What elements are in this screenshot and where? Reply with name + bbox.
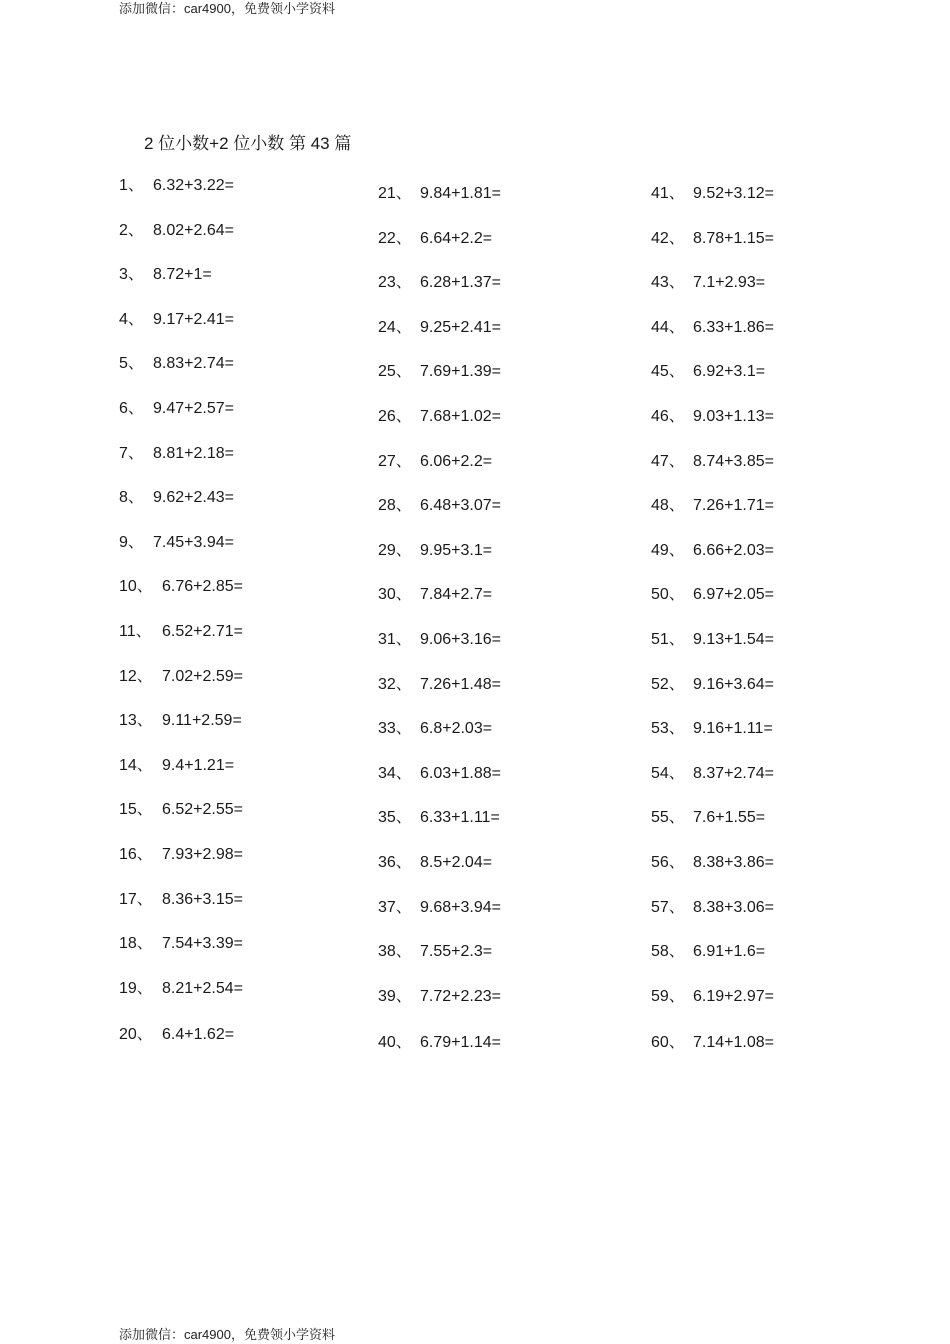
problem-item <box>378 318 501 338</box>
problem-separator: 、 <box>668 676 685 693</box>
problem-expression: 8.72+1= <box>153 266 212 283</box>
problem-expression: 7.6+1.55= <box>693 809 766 826</box>
problem-number: 56 <box>651 854 669 871</box>
problem-item <box>119 800 243 820</box>
problem-number: 8 <box>119 489 128 506</box>
problem-number: 3 <box>119 266 128 283</box>
problem-separator: 、 <box>668 854 685 871</box>
problem-separator: 、 <box>668 230 685 247</box>
problem-number: 16 <box>119 846 137 863</box>
problem-number: 37 <box>378 899 396 916</box>
problem-expression: 6.33+1.11= <box>420 809 500 826</box>
problem-separator: 、 <box>127 445 144 462</box>
problem-number: 59 <box>651 988 669 1005</box>
problem-number: 36 <box>378 854 396 871</box>
problem-expression: 7.68+1.02= <box>420 408 501 425</box>
problem-item <box>119 488 234 508</box>
problem-item <box>378 675 501 695</box>
problem-number: 41 <box>651 185 669 202</box>
problem-number: 15 <box>119 801 137 818</box>
problem-item <box>119 756 235 776</box>
problem-item <box>651 273 766 293</box>
problem-expression: 8.38+3.06= <box>693 899 774 916</box>
problem-separator: 、 <box>127 177 144 194</box>
problem-separator: 、 <box>395 542 412 559</box>
problem-separator: 、 <box>668 497 685 514</box>
problem-item <box>651 318 774 338</box>
problem-expression: 6.66+2.03= <box>693 542 774 559</box>
problem-expression: 7.14+1.08= <box>693 1034 774 1051</box>
problem-item <box>651 764 774 784</box>
problem-separator: 、 <box>668 988 685 1005</box>
problem-expression: 8.38+3.86= <box>693 854 774 871</box>
problem-item <box>651 184 774 204</box>
problem-number: 50 <box>651 586 669 603</box>
problem-expression: 8.37+2.74= <box>693 765 774 782</box>
problem-separator: 、 <box>395 497 412 514</box>
problem-separator: 、 <box>395 319 412 336</box>
problem-expression: 9.47+2.57= <box>153 400 234 417</box>
problem-separator: 、 <box>668 631 685 648</box>
problem-expression: 9.03+1.13= <box>693 408 774 425</box>
problem-item <box>119 845 243 865</box>
problem-expression: 9.84+1.81= <box>420 185 501 202</box>
problem-expression: 8.74+3.85= <box>693 453 774 470</box>
problem-item <box>119 533 234 553</box>
problem-item <box>378 719 493 739</box>
problem-number: 2 <box>119 222 128 239</box>
watermark-header: 添加微信：car4900，免费领小学资料 <box>119 1 335 16</box>
problem-expression: 6.8+2.03= <box>420 720 493 737</box>
problem-separator: 、 <box>136 801 153 818</box>
problem-item <box>378 407 501 427</box>
problem-separator: 、 <box>127 266 144 283</box>
problem-expression: 9.68+3.94= <box>420 899 501 916</box>
problem-separator: 、 <box>136 757 153 774</box>
problem-expression: 6.33+1.86= <box>693 319 774 336</box>
problem-item <box>651 229 774 249</box>
problem-item <box>651 808 766 828</box>
problem-expression: 7.72+2.23= <box>420 988 501 1005</box>
problem-expression: 6.79+1.14= <box>420 1034 501 1051</box>
problem-expression: 9.62+2.43= <box>153 489 234 506</box>
problem-item <box>378 808 500 828</box>
problem-number: 52 <box>651 676 669 693</box>
problem-expression: 6.32+3.22= <box>153 177 234 194</box>
problem-item <box>378 585 493 605</box>
problem-item <box>651 630 774 650</box>
problem-separator: 、 <box>127 222 144 239</box>
problem-number: 39 <box>378 988 396 1005</box>
problem-separator: 、 <box>136 935 153 952</box>
problem-number: 60 <box>651 1034 669 1051</box>
problem-number: 32 <box>378 676 396 693</box>
problem-separator: 、 <box>668 1034 685 1051</box>
problem-item <box>119 890 243 910</box>
problem-item <box>378 898 501 918</box>
problem-separator: 、 <box>395 408 412 425</box>
problem-expression: 6.03+1.88= <box>420 765 501 782</box>
problem-expression: 9.13+1.54= <box>693 631 774 648</box>
problem-number: 44 <box>651 319 669 336</box>
problem-expression: 9.4+1.21= <box>162 757 235 774</box>
problem-item <box>119 399 234 419</box>
problem-item <box>651 719 773 739</box>
problem-item <box>378 273 501 293</box>
problem-item <box>651 452 774 472</box>
problem-separator: 、 <box>395 809 412 826</box>
watermark-footer: 添加微信：car4900，免费领小学资料 <box>119 1327 335 1342</box>
problem-expression: 7.1+2.93= <box>693 274 766 291</box>
problem-expression: 7.02+2.59= <box>162 668 243 685</box>
problem-number: 18 <box>119 935 137 952</box>
problem-expression: 7.54+3.39= <box>162 935 243 952</box>
problem-separator: 、 <box>395 230 412 247</box>
problem-item <box>119 444 234 464</box>
problem-separator: 、 <box>136 1026 153 1043</box>
problem-number: 40 <box>378 1034 396 1051</box>
problem-number: 49 <box>651 542 669 559</box>
problem-expression: 9.95+3.1= <box>420 542 493 559</box>
problem-item <box>119 979 243 999</box>
problem-expression: 7.69+1.39= <box>420 363 501 380</box>
problem-item <box>119 934 243 954</box>
problem-separator: 、 <box>127 400 144 417</box>
problem-item <box>119 265 212 285</box>
problem-expression: 6.19+2.97= <box>693 988 774 1005</box>
problem-separator: 、 <box>668 765 685 782</box>
problem-item <box>119 711 242 731</box>
problem-number: 22 <box>378 230 396 247</box>
problem-number: 28 <box>378 497 396 514</box>
problem-number: 29 <box>378 542 396 559</box>
problem-number: 30 <box>378 586 396 603</box>
problem-item <box>378 987 501 1007</box>
problem-separator: 、 <box>668 809 685 826</box>
problem-item <box>378 764 501 784</box>
problem-expression: 8.83+2.74= <box>153 355 234 372</box>
problem-separator: 、 <box>668 542 685 559</box>
problem-expression: 9.17+2.41= <box>153 311 234 328</box>
problem-number: 19 <box>119 980 137 997</box>
problem-separator: 、 <box>135 623 152 640</box>
problem-number: 47 <box>651 453 669 470</box>
problem-separator: 、 <box>136 980 153 997</box>
problem-number: 5 <box>119 355 128 372</box>
problem-separator: 、 <box>668 720 685 737</box>
problem-item <box>119 577 243 597</box>
problem-expression: 9.25+2.41= <box>420 319 501 336</box>
problem-expression: 6.76+2.85= <box>162 578 243 595</box>
problem-separator: 、 <box>668 319 685 336</box>
problem-expression: 9.11+2.59= <box>162 712 242 729</box>
problem-separator: 、 <box>668 453 685 470</box>
problem-number: 55 <box>651 809 669 826</box>
problem-number: 13 <box>119 712 137 729</box>
problem-expression: 6.4+1.62= <box>162 1026 235 1043</box>
problem-separator: 、 <box>668 408 685 425</box>
problem-item <box>119 176 234 196</box>
problem-expression: 6.06+2.2= <box>420 453 493 470</box>
problem-separator: 、 <box>136 846 153 863</box>
problem-number: 34 <box>378 765 396 782</box>
problem-number: 45 <box>651 363 669 380</box>
problem-expression: 8.5+2.04= <box>420 854 493 871</box>
problem-separator: 、 <box>395 274 412 291</box>
problem-expression: 8.81+2.18= <box>153 445 234 462</box>
problem-separator: 、 <box>668 943 685 960</box>
problem-number: 10 <box>119 578 137 595</box>
problem-number: 58 <box>651 943 669 960</box>
problem-separator: 、 <box>395 765 412 782</box>
problem-number: 21 <box>378 185 396 202</box>
problem-item <box>119 1025 235 1045</box>
problem-separator: 、 <box>127 311 144 328</box>
problem-number: 12 <box>119 668 137 685</box>
problem-separator: 、 <box>395 1034 412 1051</box>
problem-expression: 6.64+2.2= <box>420 230 493 247</box>
problem-item <box>119 354 234 374</box>
problem-expression: 6.48+3.07= <box>420 497 501 514</box>
problem-separator: 、 <box>395 363 412 380</box>
problem-separator: 、 <box>395 676 412 693</box>
problem-number: 11 <box>119 623 136 640</box>
problem-separator: 、 <box>127 534 144 551</box>
problem-item <box>651 1033 774 1053</box>
problem-number: 4 <box>119 311 128 328</box>
problem-number: 42 <box>651 230 669 247</box>
problem-expression: 7.45+3.94= <box>153 534 234 551</box>
problem-separator: 、 <box>668 586 685 603</box>
problem-number: 20 <box>119 1026 137 1043</box>
problem-separator: 、 <box>395 453 412 470</box>
problem-number: 1 <box>119 177 128 194</box>
problem-number: 51 <box>651 631 669 648</box>
problem-number: 33 <box>378 720 396 737</box>
problem-separator: 、 <box>668 899 685 916</box>
problem-separator: 、 <box>395 586 412 603</box>
problem-expression: 6.28+1.37= <box>420 274 501 291</box>
problem-item <box>378 1033 501 1053</box>
problem-item <box>651 407 774 427</box>
problem-expression: 8.78+1.15= <box>693 230 774 247</box>
problem-separator: 、 <box>395 899 412 916</box>
problem-separator: 、 <box>395 988 412 1005</box>
problem-separator: 、 <box>395 185 412 202</box>
problem-number: 48 <box>651 497 669 514</box>
problem-number: 53 <box>651 720 669 737</box>
problem-number: 24 <box>378 319 396 336</box>
problem-expression: 7.93+2.98= <box>162 846 243 863</box>
problem-expression: 7.26+1.71= <box>693 497 774 514</box>
problem-expression: 6.91+1.6= <box>693 943 766 960</box>
problem-item <box>651 898 774 918</box>
problem-expression: 8.02+2.64= <box>153 222 234 239</box>
problem-item <box>119 622 243 642</box>
problem-expression: 8.21+2.54= <box>162 980 243 997</box>
problem-separator: 、 <box>395 854 412 871</box>
problem-number: 27 <box>378 453 396 470</box>
problem-item <box>378 362 501 382</box>
problem-item <box>651 942 766 962</box>
problem-separator: 、 <box>136 712 153 729</box>
problem-item <box>378 184 501 204</box>
problem-item <box>651 675 774 695</box>
problem-item <box>378 942 493 962</box>
problem-item <box>378 541 493 561</box>
problem-number: 35 <box>378 809 396 826</box>
problem-expression: 9.06+3.16= <box>420 631 501 648</box>
problem-expression: 8.36+3.15= <box>162 891 243 908</box>
problem-item <box>119 310 234 330</box>
problem-expression: 7.26+1.48= <box>420 676 501 693</box>
problem-number: 38 <box>378 943 396 960</box>
problem-separator: 、 <box>127 355 144 372</box>
problem-item <box>119 221 234 241</box>
problem-separator: 、 <box>395 631 412 648</box>
problem-item <box>378 630 501 650</box>
problem-item <box>119 667 243 687</box>
problem-number: 14 <box>119 757 137 774</box>
problem-number: 25 <box>378 363 396 380</box>
problem-separator: 、 <box>668 363 685 380</box>
problem-number: 54 <box>651 765 669 782</box>
problem-number: 57 <box>651 899 669 916</box>
problem-item <box>378 853 493 873</box>
problem-number: 6 <box>119 400 128 417</box>
problem-expression: 9.16+3.64= <box>693 676 774 693</box>
problem-separator: 、 <box>136 668 153 685</box>
problem-item <box>651 585 774 605</box>
problem-separator: 、 <box>136 891 153 908</box>
problem-separator: 、 <box>127 489 144 506</box>
problem-separator: 、 <box>668 274 685 291</box>
problem-item <box>378 452 493 472</box>
problem-expression: 6.97+2.05= <box>693 586 774 603</box>
problem-expression: 9.52+3.12= <box>693 185 774 202</box>
problem-item <box>378 496 501 516</box>
worksheet-title: 2 位小数+2 位小数 第 43 篇 <box>144 134 352 153</box>
problem-expression: 7.84+2.7= <box>420 586 493 603</box>
problem-item <box>651 362 766 382</box>
problem-item <box>378 229 493 249</box>
problem-expression: 6.92+3.1= <box>693 363 766 380</box>
problem-item <box>651 987 774 1007</box>
problem-expression: 7.55+2.3= <box>420 943 493 960</box>
problem-number: 17 <box>119 891 137 908</box>
problem-number: 7 <box>119 445 128 462</box>
problem-expression: 6.52+2.71= <box>162 623 243 640</box>
problem-separator: 、 <box>136 578 153 595</box>
problem-expression: 6.52+2.55= <box>162 801 243 818</box>
problem-separator: 、 <box>395 720 412 737</box>
problem-item <box>651 496 774 516</box>
problem-number: 9 <box>119 534 128 551</box>
problem-number: 23 <box>378 274 396 291</box>
problem-separator: 、 <box>395 943 412 960</box>
problem-item <box>651 853 774 873</box>
problem-number: 26 <box>378 408 396 425</box>
problem-number: 43 <box>651 274 669 291</box>
problem-expression: 9.16+1.11= <box>693 720 773 737</box>
problem-number: 31 <box>378 631 396 648</box>
problem-number: 46 <box>651 408 669 425</box>
problem-separator: 、 <box>668 185 685 202</box>
problem-item <box>651 541 774 561</box>
